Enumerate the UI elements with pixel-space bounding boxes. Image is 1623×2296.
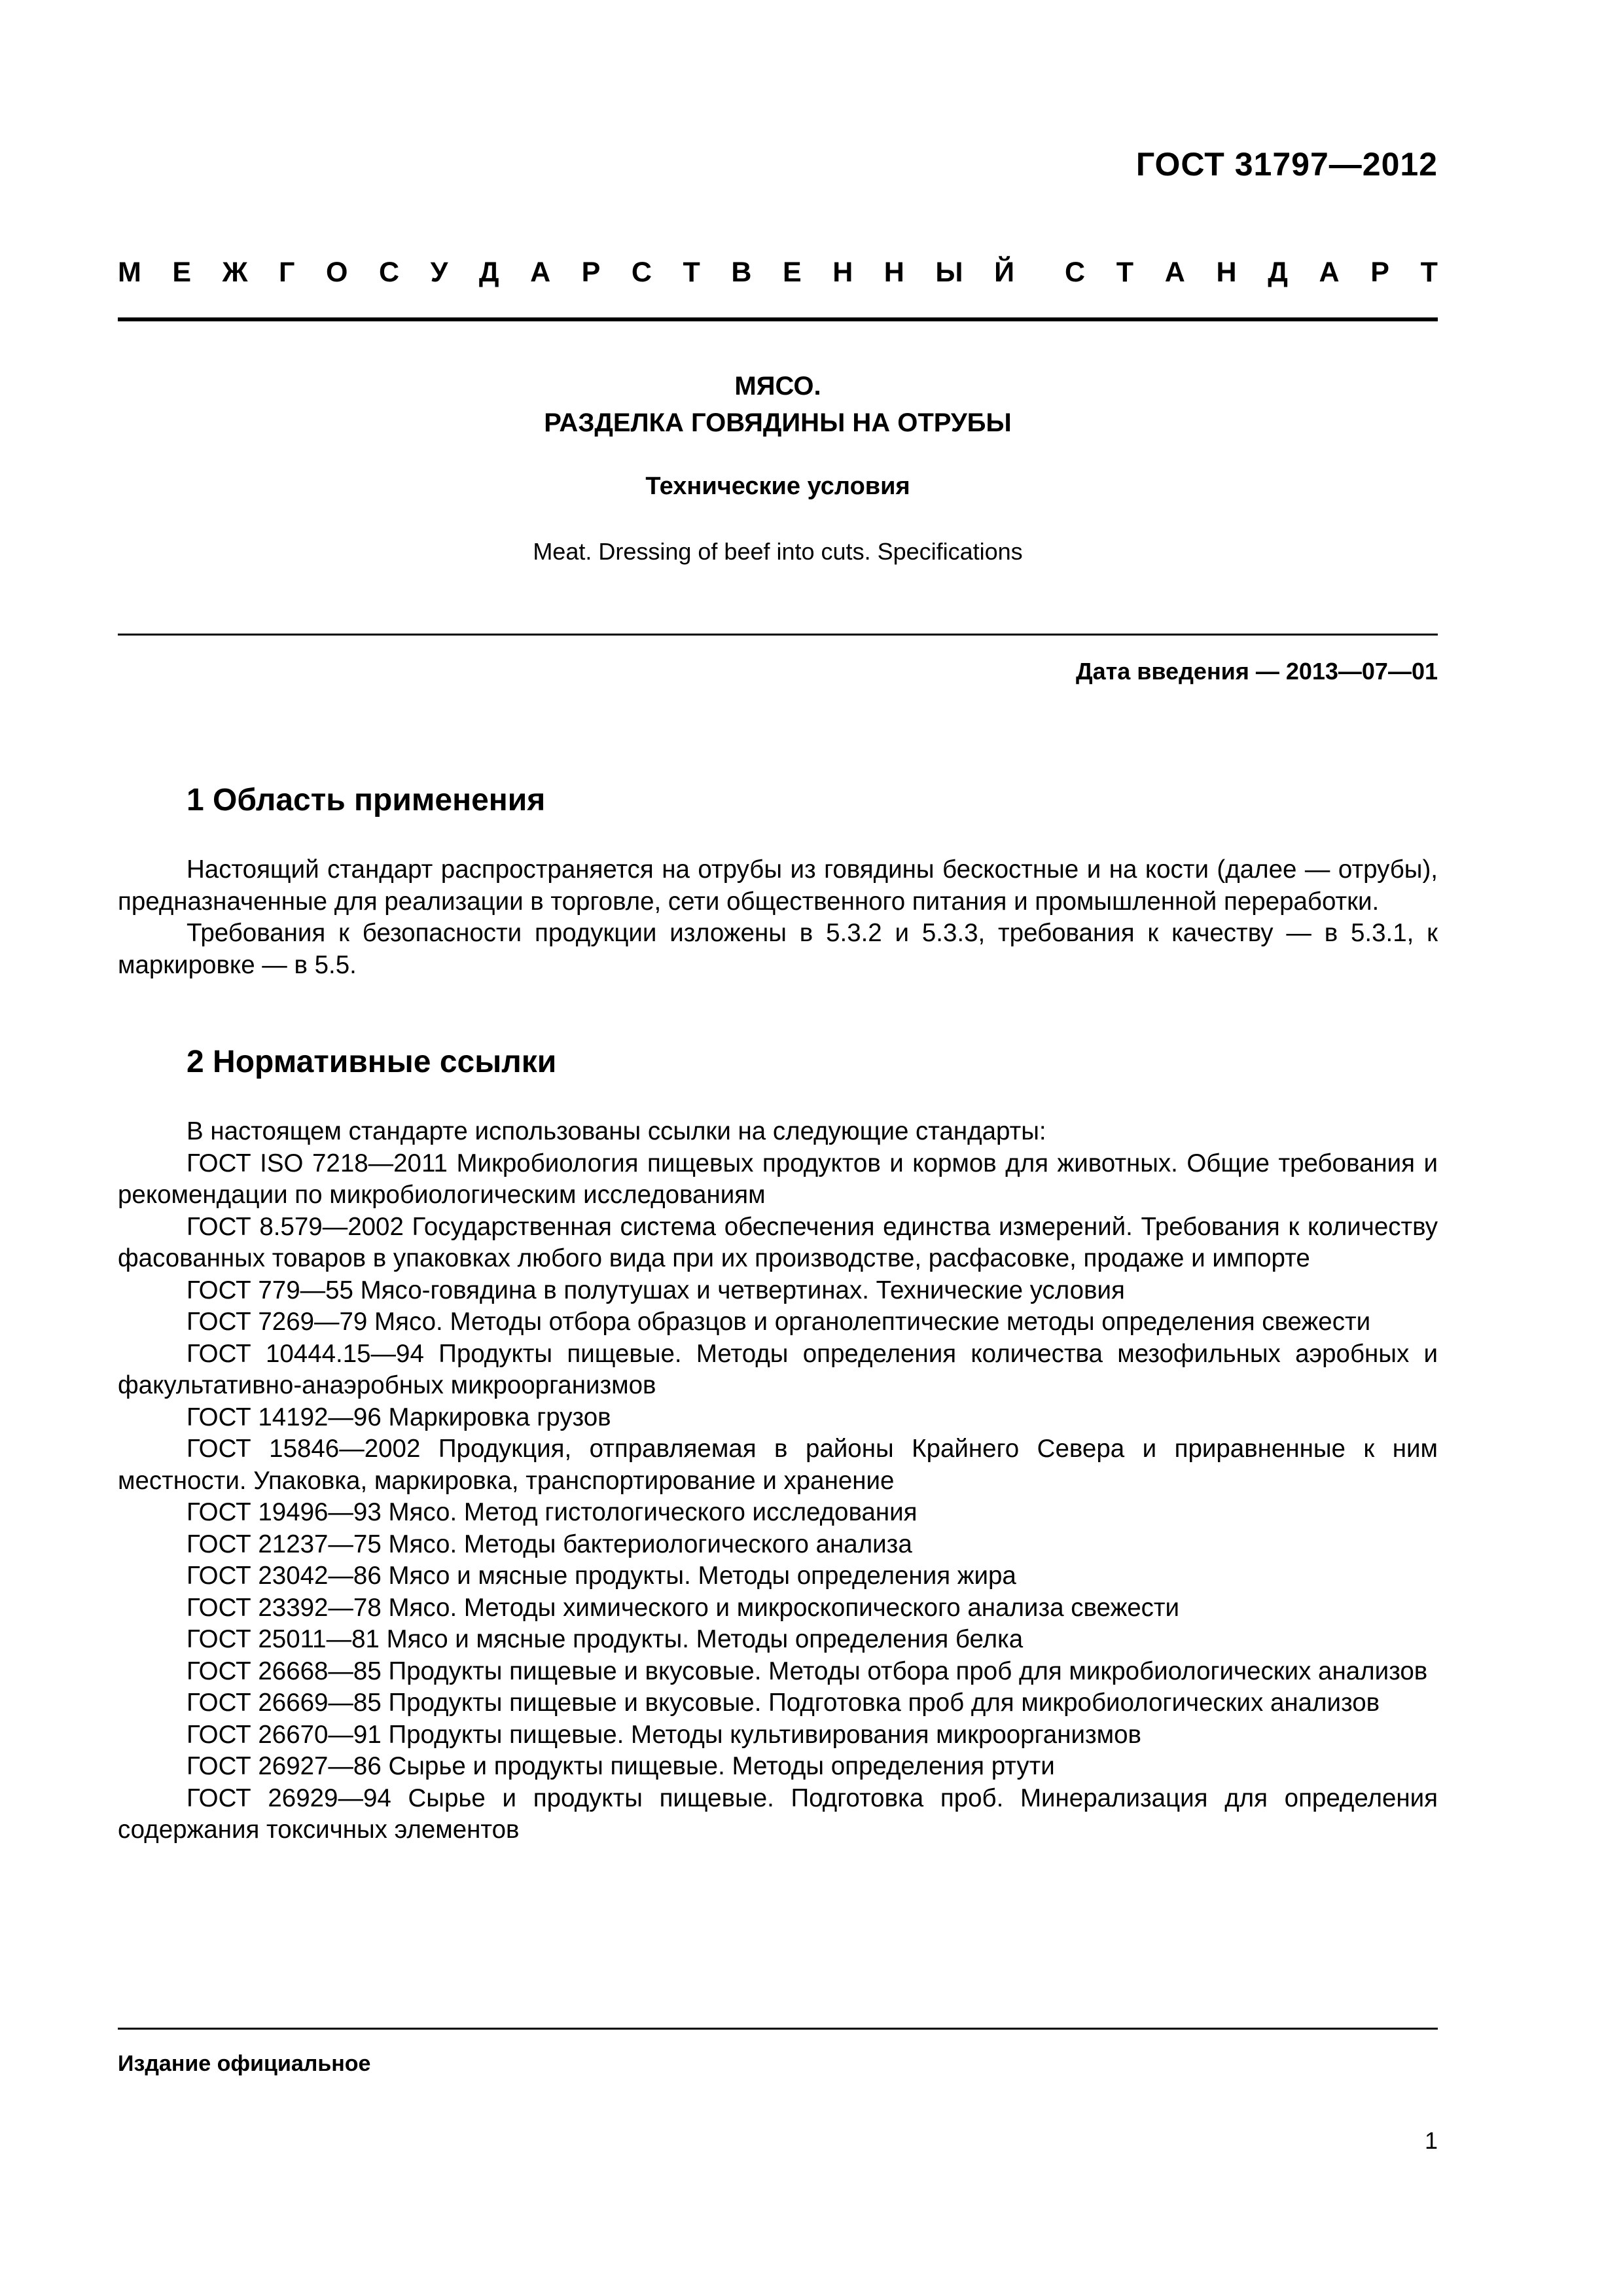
document-subtitle: Технические условия [645, 473, 910, 500]
banner-letter: С [1065, 257, 1086, 288]
reference-item: ГОСТ ISO 7218—2011 Микробиология пищевых продуктов и кормов для животных. Общие требования и рекомендации по микробиологическим исследованиям [118, 1149, 1438, 1209]
reference-item: ГОСТ 21237—75 Мясо. Методы бактериологического анализа [187, 1530, 912, 1558]
banner-letter: Ы [935, 257, 963, 288]
reference-item: ГОСТ 26929—94 Сырье и продукты пищевые. Подготовка проб. Минерализация для определения содержания токсичных элементов [118, 1784, 1438, 1844]
banner-word-interstate [118, 257, 1014, 289]
banner-letter: С [378, 257, 400, 288]
banner-letter: С [631, 257, 652, 288]
reference-item: ГОСТ 26669—85 Продукты пищевые и вкусовые. Подготовка проб для микробиологических анализов [187, 1689, 1380, 1717]
header-rule [118, 317, 1438, 321]
banner-letter: Н [832, 257, 853, 288]
banner-letter: А [1164, 257, 1185, 288]
banner-letter: Н [883, 257, 904, 288]
reference-item: ГОСТ 14192—96 Маркировка грузов [187, 1403, 611, 1431]
banner-letter: А [530, 257, 551, 288]
paragraph: Настоящий стандарт распространяется на отрубы из говядины бескостные и на кости (далее — отрубы), предназначенные для реализации в торговле, сети общественного питания и промышленной переработки. [118, 855, 1438, 916]
banner-letter: Д [1268, 257, 1288, 288]
banner-letter: У [430, 257, 448, 288]
reference-list [118, 1148, 1438, 1846]
page-number: 1 [1424, 2127, 1438, 2154]
banner-letter: Й [994, 257, 1014, 288]
banner-letter: Е [172, 257, 192, 288]
banner-letter: Е [782, 257, 802, 288]
document-title [118, 368, 1438, 441]
reference-item: ГОСТ 8.579—2002 Государственная система обеспечения единства измерений. Требования к количеству фасованных товаров в упаковках любого вида при их производстве, расфасовке, продаже и импорте [118, 1212, 1438, 1272]
title-rule [118, 634, 1438, 636]
reference-item: ГОСТ 7269—79 Мясо. Методы отбора образцов и органолептические методы определения свежести [187, 1308, 1371, 1336]
banner-letter: А [1319, 257, 1340, 288]
banner-word-standard [1065, 257, 1438, 289]
reference-item: ГОСТ 26927—86 Сырье и продукты пищевые. Методы определения ртути [187, 1752, 1055, 1780]
banner-letter: Т [1116, 257, 1134, 288]
paragraph: В настоящем стандарте использованы ссылки на следующие стандарты: [187, 1117, 1046, 1145]
footer-rule [118, 2028, 1438, 2030]
reference-item: ГОСТ 23042—86 Мясо и мясные продукты. Методы определения жира [187, 1562, 1016, 1590]
document-number: ГОСТ 31797—2012 [1135, 146, 1438, 183]
banner-letter: В [731, 257, 752, 288]
reference-item: ГОСТ 23392—78 Мясо. Методы химического и микроскопического анализа свежести [187, 1593, 1180, 1622]
banner-letter: О [325, 257, 348, 288]
banner-letter: Р [1370, 257, 1389, 288]
section-2-body [118, 1116, 1438, 1846]
reference-item: ГОСТ 25011—81 Мясо и мясные продукты. Методы определения белка [187, 1625, 1024, 1653]
banner-letter: Р [581, 257, 601, 288]
section-2-heading: 2 Нормативные ссылки [187, 1045, 557, 1079]
title-line-1: МЯСО. [734, 372, 821, 401]
standard-type-banner [118, 257, 1438, 289]
reference-item: ГОСТ 779—55 Мясо-говядина в полутушах и четвертинах. Технические условия [187, 1276, 1125, 1304]
banner-letter: Д [478, 257, 499, 288]
banner-letter: Т [683, 257, 700, 288]
reference-item: ГОСТ 19496—93 Мясо. Метод гистологического исследования [187, 1498, 918, 1526]
reference-item: ГОСТ 15846—2002 Продукция, отправляемая в районы Крайнего Севера и приравненные к ним местности. Упаковка, маркировка, транспортирование и хранение [118, 1435, 1438, 1495]
paragraph: Требования к безопасности продукции изложены в 5.3.2 и 5.3.3, требования к качеству — в 5.3.1, к маркировке — в 5.5. [118, 919, 1438, 979]
reference-item: ГОСТ 26670—91 Продукты пищевые. Методы культивирования микроорганизмов [187, 1720, 1141, 1749]
banner-letter: Ж [222, 257, 248, 288]
official-edition-note: Издание официальное [118, 2051, 371, 2076]
section-1-body [118, 854, 1438, 981]
banner-letter: М [118, 257, 141, 288]
section-1-heading: 1 Область применения [187, 783, 546, 817]
reference-item: ГОСТ 10444.15—94 Продукты пищевые. Методы определения количества мезофильных аэробных и факультативно-анаэробных микроорганизмов [118, 1339, 1438, 1399]
banner-letter: Н [1216, 257, 1237, 288]
title-line-2: РАЗДЕЛКА ГОВЯДИНЫ НА ОТРУБЫ [544, 408, 1012, 437]
introduction-date: Дата введения — 2013—07—01 [1075, 658, 1438, 685]
banner-letter: Т [1420, 257, 1438, 288]
reference-item: ГОСТ 26668—85 Продукты пищевые и вкусовые. Методы отбора проб для микробиологических анализов [187, 1657, 1428, 1685]
english-title: Meat. Dressing of beef into cuts. Specifications [533, 538, 1023, 565]
banner-letter: Г [279, 257, 295, 288]
